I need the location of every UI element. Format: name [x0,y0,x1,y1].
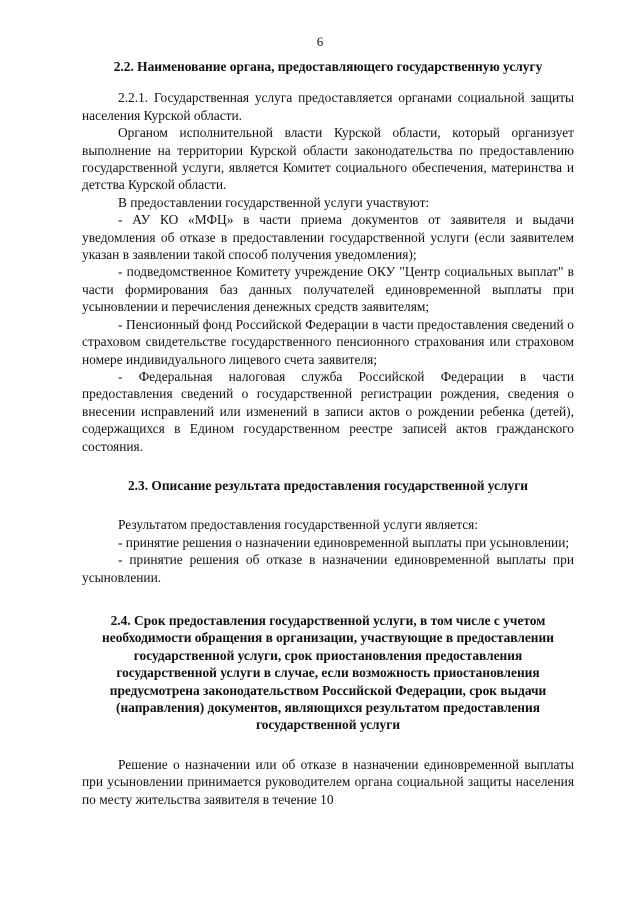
paragraph: Органом исполнительной власти Курской области, который организует выполнение на территории Курской области законодательства по предоставлению государственной услуги, является Комитет социального обеспечения, материнства и детства Курской области. [82,125,574,193]
list-item: - принятие решения об отказе в назначении единовременной выплаты при усыновлении. [82,552,574,585]
list-item: - подведомственное Комитету учреждение ОКУ "Центр социальных выплат" в части формирования баз данных получателей единовременной выплаты при усыновлении и перечисления денежных средств заявителям; [82,264,574,315]
paragraph: В предоставлении государственной услуги участвуют: [118,194,430,210]
document-body [82,58,574,808]
heading-2-3: 2.3. Описание результата предоставления государственной услуги [127,477,529,493]
paragraph: Результатом предоставления государственной услуги является: [118,517,479,533]
list-item: - Федеральная налоговая служба Российской Федерации в части предоставления сведений о государственной регистрации рождения, сведения о внесении исправлений или изменений в записи актов о рождении ребенка (детей), содержащихся в Едином государственном реестре записей актов гражданского состояния. [82,368,574,454]
paragraph: Решение о назначении или об отказе в назначении единовременной выплаты при усыновлении принимается руководителем органа социальной защиты населения по месту жительства заявителя в течение 10 [82,756,574,807]
list-item: - принятие решения о назначении единовременной выплаты при усыновлении; [118,534,570,550]
paragraph: 2.2.1. Государственная услуга предоставляется органами социальной защиты населения Курской области. [82,90,574,123]
heading-2-4: 2.4. Срок предоставления государственной услуги, в том числе с учетом необходимости обращения в организации, участвующие в предоставлении государственной услуги, срок приостановления предоставления государственной услуги в случае, если возможность приостановления предусмотрена законодательством Российской Федерации, срок выдачи (направления) документов, являющихся результатом предоставления государственной услуги [102,612,554,733]
page-number: 6 [316,34,324,49]
list-item: - АУ КО «МФЦ» в части приема документов от заявителя и выдачи уведомления об отказе в предоставлении государственной услуги (если заявителем указан в заявлении такой способ получения уведомления); [82,212,574,263]
heading-2-2: 2.2. Наименование органа, предоставляющего государственную услугу [113,59,543,74]
list-item: - Пенсионный фонд Российской Федерации в части предоставления сведений о страховом свидетельстве государственного пенсионного страхования или страховом номере индивидуального лицевого счета заявителя; [82,316,574,367]
